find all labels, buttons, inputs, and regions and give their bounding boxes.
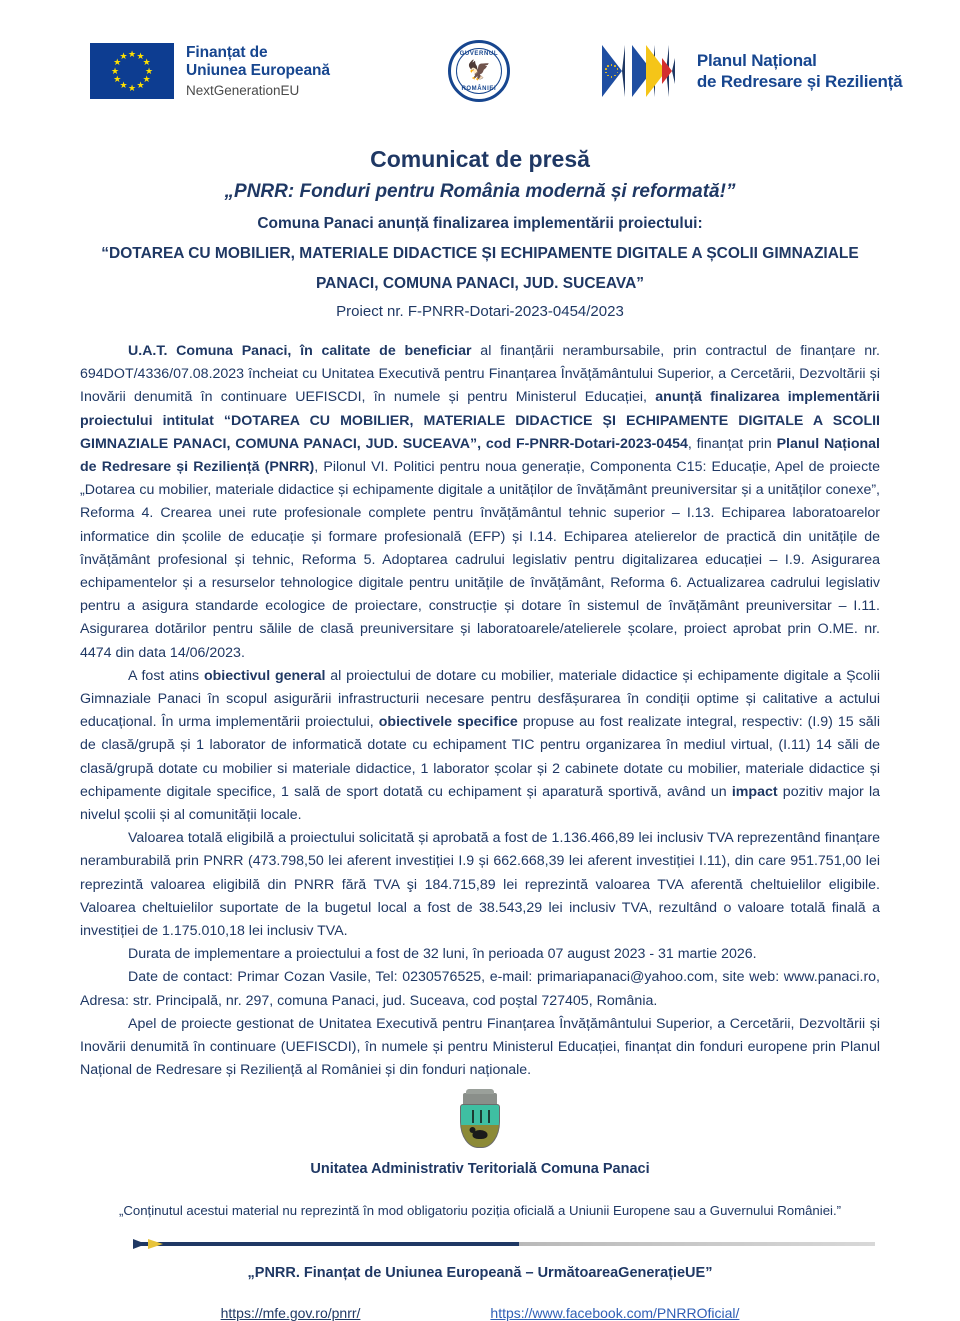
eu-star-icon: ★: [119, 80, 128, 91]
footer-slogan: „PNRR. Finanțat de Uniunea Europeană – UrmătoareaGenerațieUE”: [247, 1264, 713, 1281]
footer-links: [0, 1305, 960, 1321]
municipality-emblem-block: [0, 1093, 960, 1179]
panaci-coat-of-arms-icon: [458, 1093, 502, 1149]
p1-text-2: , finanțat prin: [687, 435, 777, 452]
bar-arrow-blue-icon: [133, 1239, 146, 1249]
animal-charge-icon: [473, 1130, 488, 1139]
pnrr-logo-line2: de Redresare și Reziliență: [696, 72, 903, 91]
page-title: Comunicat de presă: [370, 146, 590, 172]
pnrr-eu-star-dot-icon: [605, 68, 607, 70]
eu-star-icon: ★: [110, 65, 120, 76]
paragraph-contact: Date de contact: Primar Cozan Vasile, Tel: 0230576525, e-mail: primariapanaci@yahoo.com, site web: www.panaci.ro, Adresa: str. Principală, nr. 297, comuna Panaci, jud. Suceava, cod poștal 727405, România.: [80, 969, 880, 1009]
eu-star-icon: ★: [127, 82, 137, 93]
eu-logo-line2: Uniunea Europeană: [186, 61, 330, 79]
eagle-icon: 🦅: [467, 60, 491, 82]
p1-bold-project-title: anunță finalizarea implementării proiectului intitulat “DOTAREA CU MOBILIER, MATERIALE DIDACTICE ȘI ECHIPAMENTE DIGITALE A SCOLII GIMNAZIALE PANACI, COMUNA PANACI, JUD. SUCEAVA”, cod F-PNRR-Dotari-2023-0454: [80, 389, 880, 452]
pnrr-logo: [602, 45, 903, 97]
eu-star-icon: ★: [119, 50, 128, 61]
pnrr-eu-star-dot-icon: [614, 65, 616, 67]
pnrr-eu-star-dot-icon: [617, 68, 619, 70]
p1-text-3: , Pilonul VI. Politici pentru noua generație, Componenta C15: Educație, Apel de proiecte „Dotarea cu mobilier, materiale didactice și echipamente digitale a unităților de învățământ preuniversitar și a unităților conexe”, Reforma 4. Crearea unei rute profesionale complete pentru învățământul tehnic superior – I.13. Echiparea laboratoarelor informatice din școlile de educație și formare profesională (EFP) și I.14. Echiparea atelierelor de practică din unitățile de învățământ profesional și tehnic, Reforma 5. Adoptarea cadrului legislativ pentru digitalizarea educației – I.9. Asigurarea echipamentelor și a resurselor tehnologice digitale pentru unitățile de învățământ, Reforma 6. Actualizarea cadrului legislativ pentru a asigura standarde ecologice de proiectare, construcție și dotare în sistemul de învățământ preuniversitar – I.11. Asigurarea dotărilor pentru sălile de clasă preuniversitare și laboratoarele/atelierele școlare, proiect aprobat prin O.ME. nr. 4474 din data 14/06/2023.: [80, 459, 880, 661]
logo-header: [0, 0, 960, 108]
p1-bold-pnrr: Planul Național de Redresare și Reziliență (PNRR): [80, 435, 880, 476]
paragraph-duration: Durata de implementare a proiectului a fost de 32 luni, în perioada 07 august 2023 - 31 martie 2026.: [128, 946, 757, 963]
eu-logo-line3: NextGenerationEU: [186, 82, 300, 98]
link-mfe-pnrr[interactable]: https://mfe.gov.ro/pnrr/: [220, 1304, 361, 1321]
uat-name: Unitatea Administrativ Teritorială Comuna Panaci: [310, 1160, 650, 1177]
fir-tree-icon-3: [488, 1110, 490, 1123]
pnrr-logo-line1: Planul Național: [696, 51, 817, 70]
government-of-romania-logo: [448, 40, 510, 102]
paragraph-beneficiary: [80, 340, 880, 665]
eu-logo-line1: Finanțat de: [186, 43, 268, 61]
shield-icon: [460, 1104, 500, 1148]
link-facebook-pnrr[interactable]: https://www.facebook.com/PNRROficial/: [490, 1304, 740, 1321]
eu-flag-icon: [90, 43, 174, 99]
pnrr-logo-text: [697, 50, 903, 92]
bar-arrow-yellow-icon: [148, 1239, 163, 1249]
eu-star-icon: ★: [136, 80, 145, 91]
gov-seal-top-text: GUVERNUL: [459, 51, 499, 57]
p2-text-2: al proiectului de dotare cu mobilier, materiale didactice și echipamente digitale a Școlii Gimnaziale Panaci în scopul asigurării infrastructurii necesare pentru desfășurarea în condiții optime și calitative a actului educațional. În urma implementării proiectului,: [80, 667, 881, 731]
title-project-name-line2: PANACI, COMUNA PANACI, JUD. SUCEAVA”: [315, 275, 645, 292]
eu-star-icon: ★: [142, 57, 151, 67]
paragraph-objectives: [80, 665, 880, 827]
eu-funding-logo: [90, 43, 330, 99]
eu-logo-text: [186, 44, 330, 99]
decorative-bar: [0, 1239, 960, 1249]
eu-star-icon: ★: [142, 74, 151, 84]
paragraph-financials: Valoarea totală eligibilă a proiectului solicitată și aprobată a fost de 1.136.466,89 lei inclusiv TVA reprezentând finanțare neramburabilă prin PNRR (473.798,50 lei aferent investiției I.9 și 662.668,39 lei aferent investiției I.11), din care 951.751,00 lei reprezintă valoarea eligibilă din PNRR fără TVA şi 184.715,89 lei reprezintă valoarea TVA aferentă cheltuielilor eligibile. Valoarea cheltuielilor suportate de la bugetul local a fost de 38.543,29 lei inclusiv TVA, rezultând o valoare totală finală a investiției de 1.175.010,18 lei inclusiv TVA.: [80, 830, 880, 940]
p2-bold-impact: impact: [731, 783, 778, 800]
bar-line: [133, 1242, 875, 1246]
p1-text-1: al finanțării nerambursabile, prin contractul de finanțare nr. 694DOT/4336/07.08.2023 încheiat cu Unitatea Executivă pentru Finanțarea Învățământului Superior, a Cercetării, Dezvoltării și Inovării denumită în continuare UEFISCDI, în numele și pentru Ministerul Educației,: [80, 343, 880, 406]
pnrr-eu-star-dot-icon: [607, 65, 609, 67]
eu-star-icon: ★: [127, 48, 137, 59]
pnrr-arrows-icon: [602, 45, 688, 97]
p2-text-1: A fost atins: [128, 667, 204, 684]
eu-star-icon: ★: [113, 57, 122, 67]
eu-star-icon: ★: [136, 50, 145, 61]
eu-star-icon: ★: [144, 65, 154, 76]
paragraph-call-manager: Apel de proiecte gestionat de Unitatea Executivă pentru Finanțarea Învățământului Superior, a Cercetării, Dezvoltării și Inovării denumită în continuare (UEFISCDI), în numele și pentru Ministerul Educației, finanțat din fonduri europene prin Planul Național de Redresare și Reziliență al României și din fonduri naționale.: [80, 1015, 880, 1079]
fir-tree-icon-2: [480, 1110, 482, 1123]
p1-bold-beneficiary: U.A.T. Comuna Panaci, în calitate de beneficiar: [128, 343, 472, 359]
p2-bold-specific-objectives: obiectivele specifice: [378, 714, 518, 731]
p2-bold-general-objective: obiectivul general: [203, 667, 326, 684]
fir-tree-icon-1: [472, 1110, 474, 1123]
pnrr-arrow-red-icon: [662, 58, 675, 84]
p2-text-3: propuse au fost realizate integral, respectiv: (I.9) 15 săli de clasă/grupă și 1 laborator de informatică dotate cu echipament TIC pentru organizarea în mediul virtual, (I.11) 14 săli de clasă/grupă dotate cu mobilier si materiale didactice, 1 laborator școlar și 2 cabinete dotate cu mobilier, materiale didactice și echipamente digitale specifice, 1 sală de sport dotată cu echipament și aparatură sportivă, având un: [80, 714, 880, 800]
page-subtitle: „PNRR: Fonduri pentru România modernă și reformată!”: [224, 181, 736, 202]
project-number: Proiect nr. F-PNRR-Dotari-2023-0454/2023: [336, 303, 624, 320]
gov-seal-bottom-text: ROMÂNIEI: [461, 86, 497, 92]
gov-seal-icon: [448, 40, 510, 102]
eu-star-icon: ★: [113, 74, 122, 84]
crown-icon: [463, 1093, 497, 1104]
title-project-name-line1: “DOTAREA CU MOBILIER, MATERIALE DIDACTICE ȘI ECHIPAMENTE DIGITALE A ȘCOLII GIMNAZIALE: [101, 245, 859, 262]
title-announcement-line: Comuna Panaci anunță finalizarea implementării proiectului:: [257, 215, 703, 232]
title-block: [0, 144, 960, 324]
document-body: [80, 340, 880, 1083]
disclaimer-text: „Conținutul acestui material nu reprezintă în mod obligatoriu poziția oficială a Uniunii Europene sau a Guvernului României.”: [118, 1202, 842, 1218]
p2-text-4: pozitiv major la nivelul școlii și al comunității locale.: [80, 783, 881, 824]
